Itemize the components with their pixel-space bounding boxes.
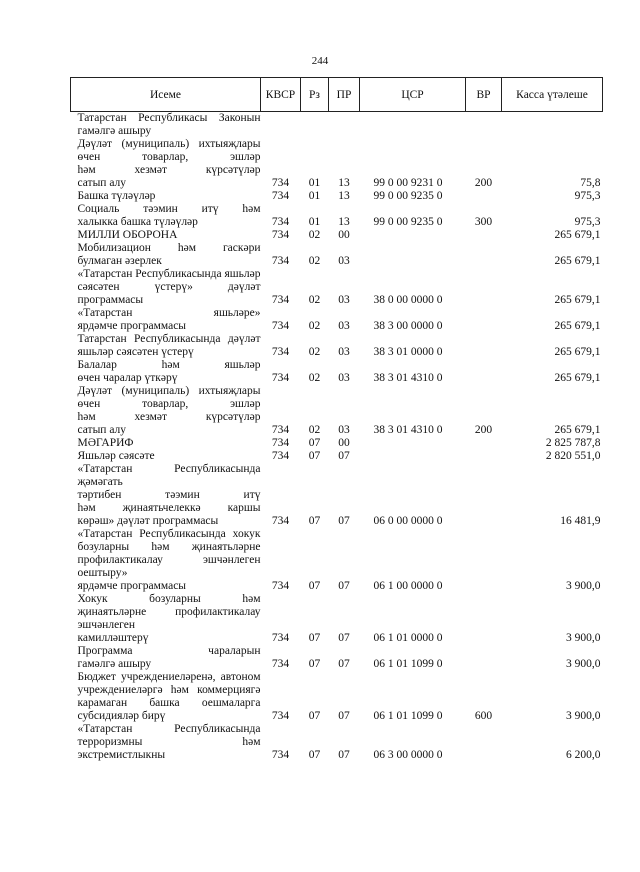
pr-cell: 03 (338, 255, 350, 267)
pr-cell (329, 112, 360, 139)
table-row (71, 463, 603, 528)
vr-cell (466, 463, 502, 528)
amount-cell: 3 900,0 (566, 580, 601, 592)
vr-cell (466, 437, 502, 450)
rz-cell: 07 (308, 710, 321, 722)
vr-cell (466, 112, 502, 139)
row-name: Башка түләүләр (77, 190, 156, 202)
rz-cell: 07 (308, 437, 321, 449)
kvsr-cell (261, 112, 301, 139)
csr-cell: 38 3 00 0000 0 (373, 320, 443, 332)
table-row (71, 359, 603, 385)
vr-cell (466, 307, 502, 333)
pr-cell: 13 (338, 216, 350, 228)
row-name: Социаль тәэмин итү һәм халыкка башка түләүләр (77, 203, 261, 228)
csr-cell: 06 1 00 0000 0 (373, 580, 443, 592)
table-row (71, 307, 603, 333)
csr-cell (360, 242, 466, 268)
rz-cell: 02 (308, 229, 321, 241)
vr-cell (466, 268, 502, 307)
vr-cell (466, 359, 502, 385)
kvsr-cell: 734 (271, 216, 290, 228)
amount-cell: 265 679,1 (554, 424, 601, 436)
rz-cell (301, 112, 329, 139)
pr-cell: 03 (338, 346, 350, 358)
row-name: Балалар һәм яшьләр өчен чаралар үткәрү (77, 359, 261, 384)
vr-cell (466, 645, 502, 671)
csr-cell: 06 0 00 0000 0 (373, 515, 443, 527)
amount-cell: 265 679,1 (554, 346, 601, 358)
pr-cell: 03 (338, 294, 350, 306)
pr-cell: 07 (338, 749, 350, 761)
table-header (71, 78, 603, 112)
vr-cell (466, 723, 502, 762)
amount-cell: 265 679,1 (554, 372, 601, 384)
header-pr: ПР (329, 78, 360, 112)
kvsr-cell: 734 (271, 580, 290, 592)
kvsr-cell: 734 (271, 229, 290, 241)
vr-cell: 300 (474, 216, 493, 228)
kvsr-cell: 734 (271, 710, 290, 722)
rz-cell: 02 (308, 372, 321, 384)
pr-cell: 13 (338, 177, 350, 189)
kvsr-cell: 734 (271, 632, 290, 644)
row-name: Дәүләт (муниципаль) ихтыяҗлары өчен товарлар, эшләр һәм хезмәт күрсәтүләр сатып алу (77, 385, 261, 436)
kvsr-cell: 734 (271, 437, 290, 449)
vr-cell: 200 (474, 424, 493, 436)
pr-cell: 13 (338, 190, 350, 202)
row-name: «Татарстан Республикасында хокук бозуларны һәм җинаятьләрне профилактикалау эшчәнлеген оештыру» ярдәмче программасы (77, 528, 261, 592)
vr-cell (466, 333, 502, 359)
vr-cell: 200 (474, 177, 493, 189)
pr-cell: 07 (338, 632, 350, 644)
kvsr-cell: 734 (271, 372, 290, 384)
table-row (71, 242, 603, 268)
amount-cell: 75,8 (580, 177, 601, 189)
table-row (71, 528, 603, 593)
table-row (71, 138, 603, 190)
vr-cell (466, 242, 502, 268)
kvsr-cell: 734 (271, 320, 290, 332)
kvsr-cell: 734 (271, 450, 290, 462)
table-row (71, 437, 603, 450)
pr-cell: 03 (338, 320, 350, 332)
csr-cell (360, 112, 466, 139)
kvsr-cell: 734 (271, 346, 290, 358)
pr-cell: 07 (338, 580, 350, 592)
amount-cell: 3 900,0 (566, 710, 601, 722)
rz-cell: 02 (308, 320, 321, 332)
table-row (71, 671, 603, 723)
table-row (71, 190, 603, 203)
table-row (71, 268, 603, 307)
table-row (71, 385, 603, 437)
table-row (71, 203, 603, 229)
amount-cell (502, 112, 603, 139)
pr-cell: 07 (338, 450, 350, 462)
kvsr-cell: 734 (271, 177, 290, 189)
rz-cell: 07 (308, 515, 321, 527)
amount-cell: 265 679,1 (554, 294, 601, 306)
rz-cell: 07 (308, 632, 321, 644)
header-kvsr: КВСР (261, 78, 301, 112)
csr-cell: 38 3 01 0000 0 (373, 346, 443, 358)
kvsr-cell: 734 (271, 294, 290, 306)
table-row (71, 229, 603, 242)
amount-cell: 2 820 551,0 (545, 450, 601, 462)
csr-cell: 99 0 00 9231 0 (373, 177, 443, 189)
amount-cell: 2 825 787,8 (545, 437, 601, 449)
vr-cell (466, 593, 502, 645)
vr-cell (466, 528, 502, 593)
amount-cell: 975,3 (574, 190, 601, 202)
csr-cell: 38 0 00 0000 0 (373, 294, 443, 306)
header-amount: Касса үтәлеше (502, 78, 603, 112)
amount-cell: 265 679,1 (554, 229, 601, 241)
row-name: МӘГАРИФ (77, 437, 134, 449)
row-name: Мобилизацион һәм гаскәри булмаган әзерлек (77, 242, 261, 267)
rz-cell: 02 (308, 294, 321, 306)
rz-cell: 01 (308, 177, 321, 189)
rz-cell: 02 (308, 424, 321, 436)
header-vr: ВР (466, 78, 502, 112)
pr-cell: 07 (338, 515, 350, 527)
kvsr-cell: 734 (271, 658, 290, 670)
csr-cell (360, 450, 466, 463)
pr-cell: 00 (338, 229, 350, 241)
amount-cell: 16 481,9 (560, 515, 601, 527)
amount-cell: 265 679,1 (554, 320, 601, 332)
table-row (71, 450, 603, 463)
pr-cell: 03 (338, 424, 350, 436)
kvsr-cell: 734 (271, 749, 290, 761)
row-name: «Татарстан Республикасында җәмәгать тәртибен тәэмин итү һәм җинаятьчелеккә каршы көрәш» дәүләт программасы (77, 463, 261, 527)
row-name: Хокук бозуларны һәм җинаятьләрне профилактикалау эшчәнлеген камилләштерү (77, 593, 261, 644)
rz-cell: 07 (308, 658, 321, 670)
pr-cell: 07 (338, 710, 350, 722)
table-body (71, 112, 603, 763)
table-row (71, 645, 603, 671)
rz-cell: 02 (308, 255, 321, 267)
vr-cell (466, 229, 502, 242)
table-row (71, 112, 603, 139)
vr-cell (466, 190, 502, 203)
row-name: Дәүләт (муниципаль) ихтыяҗлары өчен товарлар, эшләр һәм хезмәт күрсәтүләр сатып алу (77, 138, 261, 189)
pr-cell: 00 (338, 437, 350, 449)
row-name: «Татарстан Республикасында терроризмны һәм экстремистлыкны (77, 723, 261, 761)
rz-cell: 07 (308, 580, 321, 592)
kvsr-cell: 734 (271, 424, 290, 436)
csr-cell: 06 1 01 0000 0 (373, 632, 443, 644)
header-name: Исеме (71, 78, 261, 112)
budget-table (70, 77, 603, 762)
rz-cell: 01 (308, 190, 321, 202)
row-name: Татарстан Республикасында дәүләт яшьләр сәясәтен үстерү (77, 333, 261, 358)
rz-cell: 01 (308, 216, 321, 228)
table-row (71, 723, 603, 762)
table-row (71, 593, 603, 645)
rz-cell: 07 (308, 450, 321, 462)
header-rz: Рз (301, 78, 329, 112)
csr-cell (360, 437, 466, 450)
kvsr-cell: 734 (271, 255, 290, 267)
csr-cell (360, 229, 466, 242)
csr-cell: 06 3 00 0000 0 (373, 749, 443, 761)
kvsr-cell: 734 (271, 190, 290, 202)
row-name: «Татарстан яшьләре» ярдәмче программасы (77, 307, 261, 332)
table-row (71, 333, 603, 359)
pr-cell: 07 (338, 658, 350, 670)
row-name: Программа чараларын гамәлгә ашыру (77, 645, 261, 670)
csr-cell: 38 3 01 4310 0 (373, 424, 443, 436)
amount-cell: 975,3 (574, 216, 601, 228)
csr-cell: 06 1 01 1099 0 (373, 710, 443, 722)
vr-cell: 600 (474, 710, 493, 722)
csr-cell: 99 0 00 9235 0 (373, 190, 443, 202)
amount-cell: 6 200,0 (566, 749, 601, 761)
csr-cell: 99 0 00 9235 0 (373, 216, 443, 228)
amount-cell: 3 900,0 (566, 632, 601, 644)
row-name: Татарстан Республикасы Законын гамәлгә ашыру (77, 112, 261, 137)
row-name: Бюджет учреждениеләренә, автоном учреждениеләргә һәм коммерциягә карамаган башка оешмаларга субсидияләр бирү (77, 671, 261, 722)
row-name: Яшьләр сәясәте (77, 450, 155, 462)
csr-cell: 06 1 01 1099 0 (373, 658, 443, 670)
header-csr: ЦСР (360, 78, 466, 112)
amount-cell: 3 900,0 (566, 658, 601, 670)
rz-cell: 02 (308, 346, 321, 358)
row-name: МИЛЛИ ОБОРОНА (77, 229, 178, 241)
kvsr-cell: 734 (271, 515, 290, 527)
page-number: 244 (311, 55, 329, 67)
pr-cell: 03 (338, 372, 350, 384)
csr-cell: 38 3 01 4310 0 (373, 372, 443, 384)
vr-cell (466, 450, 502, 463)
row-name: «Татарстан Республикасында яшьләр сәясәтен үстерү» дәүләт программасы (77, 268, 261, 306)
amount-cell: 265 679,1 (554, 255, 601, 267)
rz-cell: 07 (308, 749, 321, 761)
